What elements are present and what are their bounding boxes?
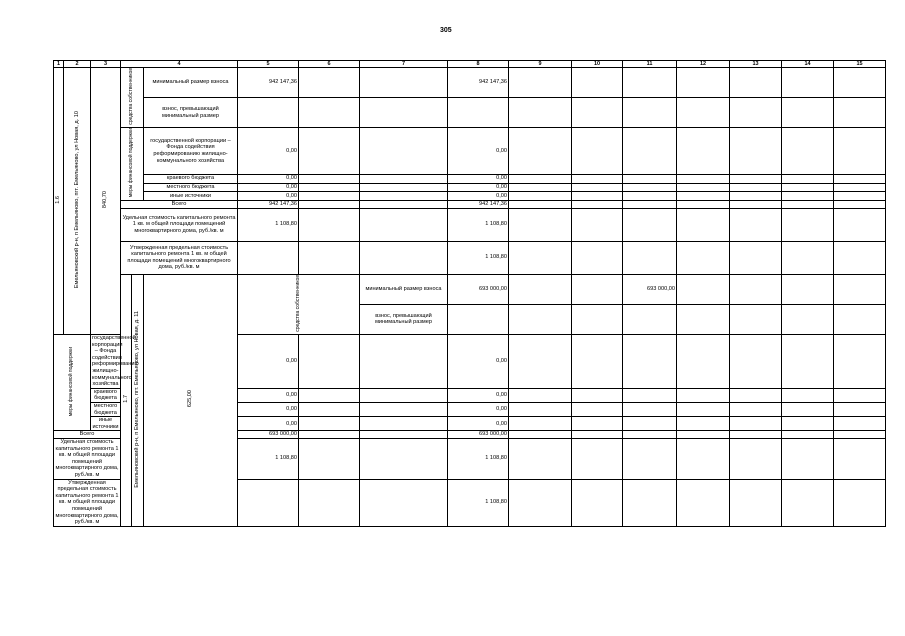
column-number: 11 (623, 61, 677, 68)
column-number: 2 (64, 61, 91, 68)
block-address: Емельяновский р-н, п Емельяново, пгт. Емельяново, ул Новая, д. 11 (132, 274, 144, 526)
cell-c5: 693 000,00 (238, 431, 299, 439)
column-number: 14 (782, 61, 834, 68)
row-label-total: Всего (121, 201, 238, 209)
cell-c5: 0,00 (238, 183, 299, 192)
cell-c5: 0,00 (238, 192, 299, 201)
cell-c8: 1 108,80 (448, 208, 509, 241)
row-label-other-sources: иные источники (144, 192, 238, 201)
cell-c5: 1 108,80 (238, 208, 299, 241)
cell-c5: 0,00 (238, 403, 299, 417)
row-label-min-contribution: минимальный размер взноса (360, 274, 448, 304)
cell-c8: 0,00 (448, 183, 509, 192)
block-address: Емельяновский р-н, п Емельяново, пгт. Емельяново, ул Новая, д. 10 (64, 68, 91, 335)
row-label-regional-budget: краевого бюджета (144, 174, 238, 183)
cell-c8: 0,00 (448, 128, 509, 174)
cell-c5: 0,00 (238, 388, 299, 402)
block-number: 1.6 (54, 68, 64, 335)
capital-repair-table (53, 60, 886, 527)
column-number-row (54, 61, 886, 68)
row-label-max-cost: Утвержденная предельная стоимость капитального ремонта 1 кв. м общей площади помещений многоквартирного дома, руб./кв. м (121, 241, 238, 274)
row-label-min-contribution: минимальный размер взноса (144, 68, 238, 98)
cell-c8: 0,00 (448, 174, 509, 183)
funds-owners-group: средства собственников (238, 274, 360, 334)
row-label-fund: государственной корпорации – Фонда содействия реформированию жилищно-коммунального хозяйства (144, 128, 238, 174)
table-row (54, 97, 886, 127)
column-number: 6 (299, 61, 360, 68)
cell-c8: 1 108,80 (448, 241, 509, 274)
cell-c8: 693 000,00 (448, 431, 509, 439)
cell-c8: 0,00 (448, 417, 509, 431)
row-label-local-budget: местного бюджета (144, 183, 238, 192)
cell-c5: 1 108,80 (238, 438, 299, 479)
cell-c5: 942 147,36 (238, 68, 299, 98)
cell-c8: 0,00 (448, 403, 509, 417)
column-number: 1 (54, 61, 64, 68)
table-row (54, 192, 886, 201)
cell-c5: 942 147,36 (238, 201, 299, 209)
column-number: 12 (677, 61, 730, 68)
table-row (54, 208, 886, 241)
page-number: 305 (440, 27, 452, 34)
cell-c5: 0,00 (238, 417, 299, 431)
row-label-fund: государственной корпорации – Фонда содействия реформированию жилищно-коммунального хозяйства (92, 335, 139, 388)
table-row (54, 183, 886, 192)
column-number: 10 (572, 61, 623, 68)
cell-c8: 0,00 (448, 388, 509, 402)
cell-c5: 0,00 (238, 174, 299, 183)
row-label-excess-contribution: взнос, превышающий минимальный размер (360, 304, 448, 334)
row-label-regional-budget: краевого бюджета (91, 388, 121, 402)
cell-c8: 1 108,80 (448, 479, 509, 526)
block-area: 625,00 (144, 274, 238, 526)
block-number: 1.7 (121, 274, 132, 526)
cell-c5: 693 000,00 (448, 274, 509, 304)
column-number: 9 (509, 61, 572, 68)
support-measures-group: меры финансовой поддержки (54, 335, 91, 431)
column-number: 8 (448, 61, 509, 68)
column-number: 5 (238, 61, 299, 68)
row-label-unit-cost: Удельная стоимость капитального ремонта 1 кв. м общей площади помещений многоквартирного дома, руб./кв. м (55, 438, 119, 478)
cell-c8: 942 147,36 (448, 68, 509, 98)
block-area: 840,70 (91, 68, 121, 335)
support-measures-group: меры финансовой поддержки (121, 128, 144, 201)
column-number: 4 (121, 61, 238, 68)
cell-c8: 942 147,36 (448, 201, 509, 209)
row-label-unit-cost: Удельная стоимость капитального ремонта 1 кв. м общей площади помещений многоквартирного дома, руб./кв. м (121, 208, 238, 241)
cell-c5: 0,00 (238, 128, 299, 174)
cell-c5: 0,00 (238, 335, 299, 389)
row-label-other-sources: иные источники (92, 417, 119, 430)
column-number: 13 (730, 61, 782, 68)
column-number: 15 (834, 61, 886, 68)
row-label-local-budget: местного бюджета (91, 403, 121, 417)
row-label-total: Всего (54, 431, 121, 439)
table-row (54, 128, 886, 174)
table-row (54, 274, 886, 304)
row-label-max-cost: Утвержденная предельная стоимость капитального ремонта 1 кв. м общей площади помещений многоквартирного дома, руб./кв. м (55, 479, 119, 526)
cell-c8: 0,00 (448, 335, 509, 389)
table-row (54, 241, 886, 274)
column-number: 3 (91, 61, 121, 68)
table-row (54, 201, 886, 209)
table-row (54, 174, 886, 183)
column-number: 7 (360, 61, 448, 68)
cell-c8: 0,00 (448, 192, 509, 201)
funds-owners-group: средства собственников (121, 68, 144, 128)
cell-c8: 693 000,00 (623, 274, 677, 304)
cell-c8: 1 108,80 (448, 438, 509, 479)
table-row (54, 68, 886, 98)
row-label-excess-contribution: взнос, превышающий минимальный размер (144, 97, 238, 127)
